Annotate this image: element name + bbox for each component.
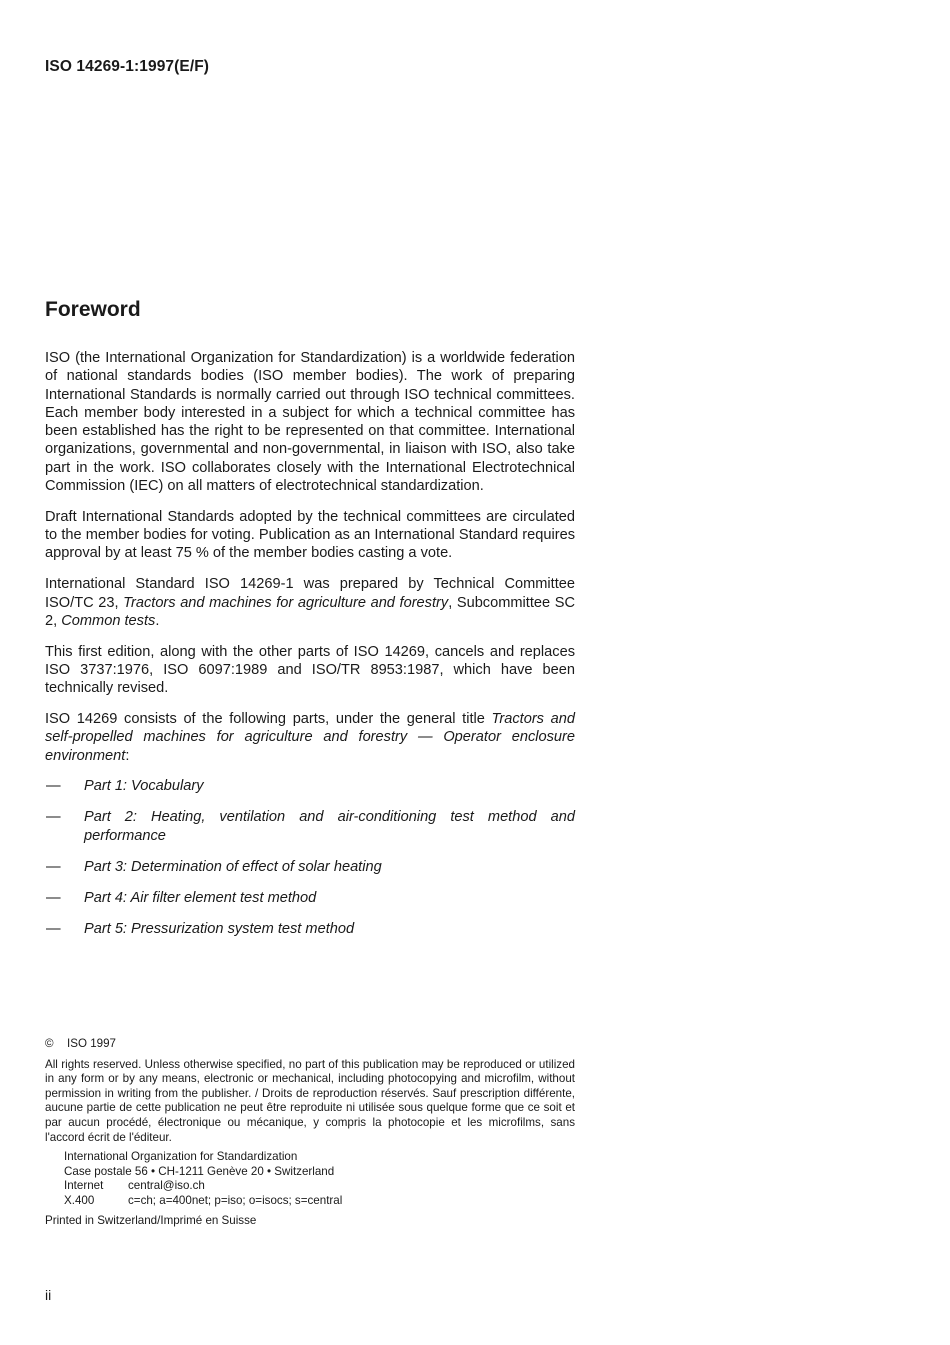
subcommittee-title: Common tests	[61, 612, 156, 629]
list-item	[45, 920, 575, 938]
internet-row	[64, 1179, 575, 1194]
rights-notice: All rights reserved. Unless otherwise specified, no part of this publication may be reproduced or utilized in any form or by any means, electronic or mechanical, including photocopying and microfilm, without permission in writing from the publisher. / Droits de reproduction réservés. Sauf prescription différente, aucune partie de cette publication ne peut être reproduite ni utilisée sous quelque forme que ce soit et par aucun procédé, électronique ou mécanique, y compris la photocopie et les microfilms, sans l'accord écrit de l'éditeur.	[45, 1057, 575, 1144]
postal-address: Case postale 56 • CH-1211 Genève 20 • Switzerland	[64, 1164, 335, 1178]
list-item	[45, 808, 575, 845]
page-number: ii	[45, 1287, 52, 1303]
paragraph-edition: This first edition, along with the other parts of ISO 14269, cancels and replaces ISO 3737:1976, ISO 6097:1989 and ISO/TR 8953:1987, which have been technically revised.	[45, 643, 575, 697]
copyright-block	[45, 1037, 575, 1228]
list-item	[45, 889, 575, 907]
parts-intro-colon: :	[125, 747, 130, 764]
parts-intro-text: ISO 14269 consists of the following parts, under the general title	[45, 711, 492, 728]
list-dash: —	[46, 920, 61, 937]
prepared-text-end: .	[155, 612, 160, 629]
document-identifier: ISO 14269-1:1997(E/F)	[45, 58, 210, 75]
committee-title: Tractors and machines for agriculture and forestry	[123, 594, 449, 611]
paragraph-prepared-by	[45, 575, 575, 630]
part-title: Part 2: Heating, ventilation and air-conditioning test method and performance	[84, 809, 575, 844]
foreword-body	[45, 349, 575, 951]
org-name: International Organization for Standardization	[64, 1150, 298, 1164]
paragraph-iso-intro: ISO (the International Organization for Standardization) is a worldwide federation of national standards bodies (ISO member bodies). The work of preparing International Standards is normally carried out through ISO technical committees. Each member body interested in a subject for which a technical committee has been established has the right to be represented on that committee. International organizations, governmental and non-governmental, in liaison with ISO, also take part in the work. ISO collaborates closely with the International Electrotechnical Commission (IEC) on all matters of electrotechnical standardization.	[45, 350, 575, 495]
prepared-text-mid: , Subcommittee SC 2,	[45, 594, 575, 629]
prepared-text: International Standard ISO 14269-1 was prepared by Technical Committee ISO/TC 23,	[45, 576, 575, 611]
x400-row	[64, 1194, 575, 1209]
part-title: Part 3: Determination of effect of solar heating	[84, 858, 382, 875]
general-title: Tractors and self-propelled machines for agriculture and forestry — Operator enclosure environment	[45, 711, 575, 764]
list-dash: —	[46, 778, 61, 795]
x400-label: X.400	[64, 1193, 95, 1207]
part-title: Part 5: Pressurization system test method	[84, 920, 355, 937]
list-item	[45, 777, 575, 795]
publisher-address	[64, 1150, 575, 1208]
part-title: Part 4: Air filter element test method	[84, 889, 317, 906]
x400-value: c=ch; a=400net; p=iso; o=isocs; s=central	[128, 1193, 343, 1207]
paragraph-parts-intro	[45, 710, 575, 765]
list-dash: —	[46, 889, 61, 906]
printed-notice: Printed in Switzerland/Imprimé en Suisse	[45, 1213, 257, 1227]
copyright-icon: ©	[45, 1037, 54, 1050]
part-title: Part 1: Vocabulary	[84, 778, 204, 795]
copyright-line	[45, 1037, 575, 1052]
list-item	[45, 858, 575, 876]
copyright-year: ISO 1997	[67, 1037, 116, 1050]
internet-label: Internet	[64, 1179, 104, 1193]
list-dash: —	[46, 809, 61, 826]
parts-list	[45, 777, 575, 938]
internet-value: central@iso.ch	[128, 1179, 205, 1193]
page-title: Foreword	[45, 298, 141, 321]
paragraph-draft-standards: Draft International Standards adopted by the technical committees are circulated to the member bodies for voting. Publication as an International Standard requires approval by at least 75 % of the member bodies casting a vote.	[45, 508, 575, 562]
list-dash: —	[46, 858, 61, 875]
